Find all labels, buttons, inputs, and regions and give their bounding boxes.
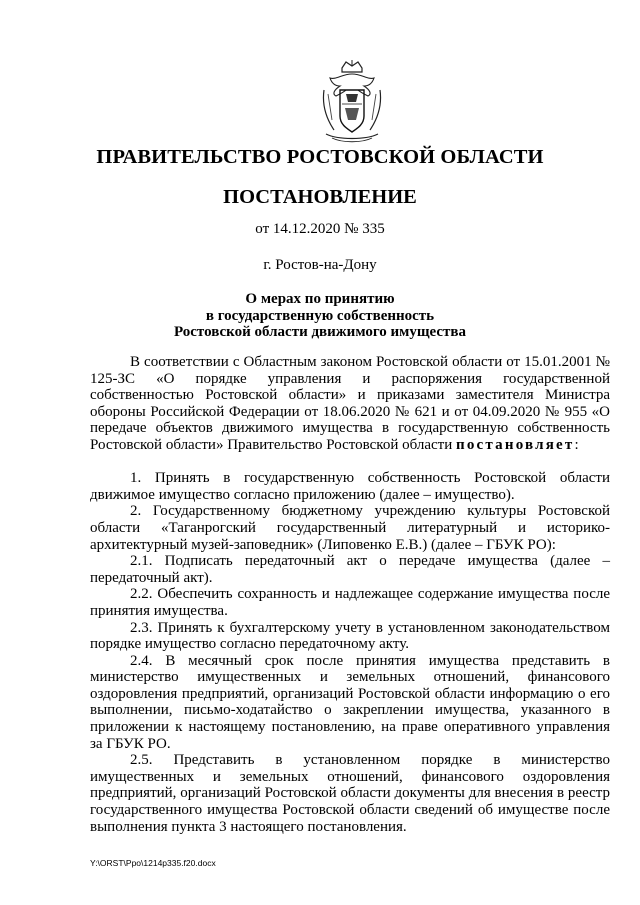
coat-of-arms-icon [318, 60, 386, 144]
preamble-paragraph [90, 354, 610, 454]
document-title [0, 291, 640, 341]
item-paragraph: 2.1. Подписать передаточный акт о передаче имущества (далее – передаточный акт). [90, 553, 610, 586]
item-paragraph: 2.3. Принять к бухгалтерскому учету в установленном законодательством порядке имущество согласно передаточному акту. [90, 619, 610, 653]
document-type: ПОСТАНОВЛЕНИЕ [223, 186, 417, 208]
item-paragraph: 2.5. Представить в установленном порядке в министерство имущественных и земельных отношений, финансового оздоровления предприятий, организаций Ростовской области документы для внесения в реестр государственного имущества Ростовской области сведений об имуществе после выполнения пункта 3 настоящего постановления. [90, 752, 610, 835]
preamble-text: В соответствии с Областным законом Ростовской области от 15.01.2001 № 125-ЗС «О порядке управления и распоряжения государственной собственностью Ростовской области» и приказами заместителя Министра обороны Российской Федерации от 18.06.2020 № 621 и от 04.09.2020 № 955 «О передаче объектов движимого имущества в государственную собственность Ростовской области» Правительство Ростовской области [90, 354, 610, 453]
title-line: Ростовской области движимого имущества [173, 324, 467, 340]
preamble-colon: : [574, 436, 579, 453]
document-city: г. Ростов-на-Дону [263, 257, 377, 273]
item-paragraph: 2.4. В месячный срок после принятия имущества представить в министерство имущественных и земельных отношений, финансового оздоровления предприятий, организаций Ростовской области информацию о его выполнении, письмо-ходатайство о закреплении имущества, указанного в приложении к настоящему постановлению, на праве оперативного управления за ГБУК РО. [90, 652, 610, 752]
document-date-number: от 14.12.2020 № 335 [255, 221, 385, 237]
title-line: в государственную собственность [205, 307, 435, 324]
resolves-word: постановляет [456, 436, 575, 453]
item-paragraph: 1. Принять в государственную собственность Ростовской области движимое имущество согласно приложению (далее – имущество). [90, 470, 610, 503]
file-path-footer: Y:\ORST\Ppo\1214p335.f20.docx [90, 858, 216, 868]
item-paragraph: 2.2. Обеспечить сохранность и надлежащее содержание имущества после принятия имущества. [90, 586, 610, 619]
organization-name: ПРАВИТЕЛЬСТВО РОСТОВСКОЙ ОБЛАСТИ [96, 146, 544, 168]
title-line: О мерах по принятию [245, 291, 395, 307]
document-body [90, 354, 610, 835]
item-paragraph: 2. Государственному бюджетному учреждению культуры Ростовской области «Таганрогский государственный литературный и историко-архитектурный музей-заповедник» (Липовенко Е.В.) (далее – ГБУК РО): [90, 503, 610, 553]
